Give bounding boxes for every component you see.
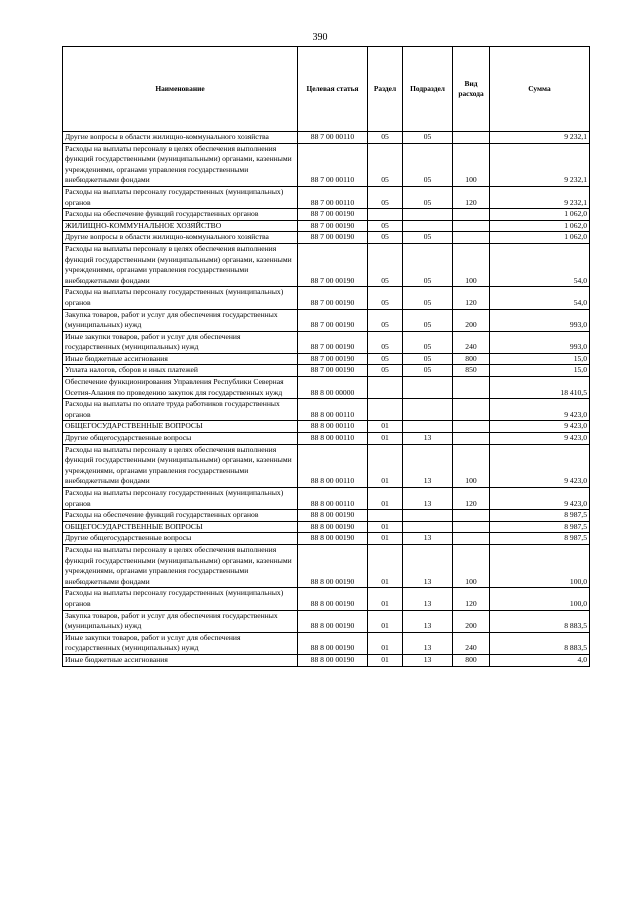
cell-expense-type bbox=[453, 220, 490, 232]
cell-name: Расходы на выплаты персоналу в целях обеспечения выполнения функций государственными (муниципальными) органами, казенными учреждениями, органами управления государственными внебюджетными фондами bbox=[63, 243, 298, 286]
cell-subsection: 05 bbox=[403, 186, 453, 208]
cell-target: 88 8 00 00000 bbox=[298, 377, 368, 399]
table-row bbox=[63, 132, 590, 144]
cell-target: 88 7 00 00190 bbox=[298, 287, 368, 309]
cell-amount: 1 062,0 bbox=[490, 232, 590, 244]
cell-target: 88 7 00 00190 bbox=[298, 353, 368, 365]
cell-name: Расходы на выплаты персоналу в целях обеспечения выполнения функций государственными (муниципальными) органами, казенными учреждениями, органами управления государственными внебюджетными фондами bbox=[63, 544, 298, 587]
cell-target: 88 8 00 00110 bbox=[298, 444, 368, 487]
table-row bbox=[63, 610, 590, 632]
header-amount: Сумма bbox=[490, 47, 590, 132]
cell-subsection bbox=[403, 510, 453, 522]
cell-target: 88 8 00 00110 bbox=[298, 433, 368, 445]
cell-name: Расходы на выплаты персоналу государственных (муниципальных) органов bbox=[63, 588, 298, 610]
table-row bbox=[63, 399, 590, 421]
cell-section bbox=[368, 510, 403, 522]
cell-subsection bbox=[403, 209, 453, 221]
header-expense-type: Вид расхода bbox=[453, 47, 490, 132]
table-row bbox=[63, 209, 590, 221]
cell-amount: 8 987,5 bbox=[490, 533, 590, 545]
cell-expense-type: 120 bbox=[453, 588, 490, 610]
table-row bbox=[63, 220, 590, 232]
cell-name: Иные закупки товаров, работ и услуг для обеспечения государственных (муниципальных) нужд bbox=[63, 632, 298, 654]
cell-expense-type bbox=[453, 232, 490, 244]
table-row bbox=[63, 143, 590, 186]
cell-section bbox=[368, 209, 403, 221]
cell-name: Иные закупки товаров, работ и услуг для обеспечения государственных (муниципальных) нужд bbox=[63, 331, 298, 353]
cell-subsection bbox=[403, 377, 453, 399]
cell-amount: 1 062,0 bbox=[490, 220, 590, 232]
cell-subsection: 05 bbox=[403, 365, 453, 377]
cell-amount: 100,0 bbox=[490, 544, 590, 587]
cell-section: 01 bbox=[368, 421, 403, 433]
cell-section: 01 bbox=[368, 632, 403, 654]
cell-subsection: 13 bbox=[403, 544, 453, 587]
cell-expense-type bbox=[453, 132, 490, 144]
cell-subsection: 05 bbox=[403, 132, 453, 144]
cell-name: Расходы на обеспечение функций государственных органов bbox=[63, 209, 298, 221]
table-row bbox=[63, 533, 590, 545]
cell-target: 88 8 00 00190 bbox=[298, 510, 368, 522]
cell-expense-type: 200 bbox=[453, 610, 490, 632]
cell-target: 88 8 00 00190 bbox=[298, 588, 368, 610]
table-row bbox=[63, 588, 590, 610]
cell-section: 05 bbox=[368, 365, 403, 377]
cell-name: Расходы на выплаты по оплате труда работников государственных органов bbox=[63, 399, 298, 421]
cell-expense-type: 240 bbox=[453, 331, 490, 353]
table-row bbox=[63, 331, 590, 353]
cell-subsection: 13 bbox=[403, 433, 453, 445]
cell-target: 88 8 00 00190 bbox=[298, 632, 368, 654]
cell-amount: 9 423,0 bbox=[490, 444, 590, 487]
cell-section: 01 bbox=[368, 433, 403, 445]
cell-amount: 15,0 bbox=[490, 365, 590, 377]
cell-expense-type: 800 bbox=[453, 353, 490, 365]
cell-expense-type bbox=[453, 433, 490, 445]
cell-target: 88 7 00 00110 bbox=[298, 132, 368, 144]
cell-target: 88 7 00 00110 bbox=[298, 186, 368, 208]
cell-expense-type: 200 bbox=[453, 309, 490, 331]
table-row bbox=[63, 510, 590, 522]
cell-name: ОБЩЕГОСУДАРСТВЕННЫЕ ВОПРОСЫ bbox=[63, 421, 298, 433]
table-row bbox=[63, 377, 590, 399]
cell-amount: 993,0 bbox=[490, 309, 590, 331]
cell-name: ОБЩЕГОСУДАРСТВЕННЫЕ ВОПРОСЫ bbox=[63, 521, 298, 533]
cell-name: Иные бюджетные ассигнования bbox=[63, 353, 298, 365]
cell-section: 01 bbox=[368, 610, 403, 632]
header-subsection: Подраздел bbox=[403, 47, 453, 132]
cell-expense-type bbox=[453, 521, 490, 533]
cell-amount: 18 410,5 bbox=[490, 377, 590, 399]
cell-name: Расходы на выплаты персоналу в целях обеспечения выполнения функций государственными (муниципальными) органами, казенными учреждениями, органами управления государственными внебюджетными фондами bbox=[63, 444, 298, 487]
cell-name: Другие общегосударственные вопросы bbox=[63, 433, 298, 445]
cell-subsection bbox=[403, 421, 453, 433]
cell-subsection bbox=[403, 521, 453, 533]
table-row bbox=[63, 243, 590, 286]
table-row bbox=[63, 287, 590, 309]
table-row bbox=[63, 544, 590, 587]
cell-expense-type: 120 bbox=[453, 186, 490, 208]
cell-target: 88 7 00 00110 bbox=[298, 143, 368, 186]
cell-name: Уплата налогов, сборов и иных платежей bbox=[63, 365, 298, 377]
cell-amount: 8 883,5 bbox=[490, 610, 590, 632]
cell-expense-type: 100 bbox=[453, 444, 490, 487]
table-row bbox=[63, 433, 590, 445]
table-header-row bbox=[63, 47, 590, 132]
cell-amount: 9 232,1 bbox=[490, 186, 590, 208]
cell-section bbox=[368, 399, 403, 421]
cell-subsection: 05 bbox=[403, 232, 453, 244]
cell-name: Закупка товаров, работ и услуг для обеспечения государственных (муниципальных) нужд bbox=[63, 610, 298, 632]
cell-subsection: 13 bbox=[403, 588, 453, 610]
cell-name: Закупка товаров, работ и услуг для обеспечения государственных (муниципальных) нужд bbox=[63, 309, 298, 331]
header-section: Раздел bbox=[368, 47, 403, 132]
cell-amount: 15,0 bbox=[490, 353, 590, 365]
cell-expense-type: 120 bbox=[453, 488, 490, 510]
cell-amount: 4,0 bbox=[490, 654, 590, 666]
page-number: 390 bbox=[312, 32, 328, 43]
cell-subsection bbox=[403, 399, 453, 421]
cell-amount: 9 232,1 bbox=[490, 132, 590, 144]
cell-subsection: 13 bbox=[403, 610, 453, 632]
cell-target: 88 7 00 00190 bbox=[298, 232, 368, 244]
cell-expense-type bbox=[453, 533, 490, 545]
cell-section: 05 bbox=[368, 143, 403, 186]
cell-section: 05 bbox=[368, 287, 403, 309]
cell-amount: 993,0 bbox=[490, 331, 590, 353]
cell-target: 88 7 00 00190 bbox=[298, 243, 368, 286]
cell-expense-type bbox=[453, 209, 490, 221]
cell-expense-type: 100 bbox=[453, 544, 490, 587]
cell-section: 05 bbox=[368, 309, 403, 331]
cell-amount: 8 883,5 bbox=[490, 632, 590, 654]
cell-expense-type: 800 bbox=[453, 654, 490, 666]
cell-expense-type bbox=[453, 421, 490, 433]
cell-name: Расходы на выплаты персоналу государственных (муниципальных) органов bbox=[63, 186, 298, 208]
cell-name: Другие вопросы в области жилищно-коммунального хозяйства bbox=[63, 232, 298, 244]
table-body bbox=[63, 132, 590, 667]
cell-name: Расходы на обеспечение функций государственных органов bbox=[63, 510, 298, 522]
table-row bbox=[63, 365, 590, 377]
cell-subsection: 13 bbox=[403, 533, 453, 545]
cell-section: 01 bbox=[368, 521, 403, 533]
cell-amount: 9 423,0 bbox=[490, 421, 590, 433]
cell-section: 01 bbox=[368, 444, 403, 487]
cell-name: Иные бюджетные ассигнования bbox=[63, 654, 298, 666]
cell-section: 05 bbox=[368, 132, 403, 144]
cell-section: 01 bbox=[368, 544, 403, 587]
table-row bbox=[63, 654, 590, 666]
cell-expense-type: 240 bbox=[453, 632, 490, 654]
table-row bbox=[63, 488, 590, 510]
cell-section: 05 bbox=[368, 186, 403, 208]
cell-expense-type bbox=[453, 510, 490, 522]
cell-section: 01 bbox=[368, 654, 403, 666]
cell-amount: 54,0 bbox=[490, 243, 590, 286]
cell-section: 05 bbox=[368, 232, 403, 244]
cell-target: 88 8 00 00190 bbox=[298, 533, 368, 545]
cell-subsection: 05 bbox=[403, 353, 453, 365]
cell-target: 88 7 00 00190 bbox=[298, 365, 368, 377]
cell-name: Расходы на выплаты персоналу в целях обеспечения выполнения функций государственными (муниципальными) органами, казенными учреждениями, органами управления государственными внебюджетными фондами bbox=[63, 143, 298, 186]
cell-amount: 9 423,0 bbox=[490, 399, 590, 421]
cell-subsection: 13 bbox=[403, 632, 453, 654]
cell-expense-type: 100 bbox=[453, 243, 490, 286]
cell-subsection: 13 bbox=[403, 654, 453, 666]
cell-amount: 9 423,0 bbox=[490, 433, 590, 445]
cell-amount: 9 423,0 bbox=[490, 488, 590, 510]
cell-section: 01 bbox=[368, 488, 403, 510]
table-row bbox=[63, 521, 590, 533]
cell-target: 88 8 00 00190 bbox=[298, 521, 368, 533]
cell-section: 05 bbox=[368, 353, 403, 365]
cell-target: 88 8 00 00110 bbox=[298, 488, 368, 510]
cell-amount: 54,0 bbox=[490, 287, 590, 309]
cell-amount: 8 987,5 bbox=[490, 510, 590, 522]
cell-subsection: 05 bbox=[403, 143, 453, 186]
cell-amount: 100,0 bbox=[490, 588, 590, 610]
cell-section: 05 bbox=[368, 220, 403, 232]
cell-subsection bbox=[403, 220, 453, 232]
cell-target: 88 8 00 00190 bbox=[298, 544, 368, 587]
table-row bbox=[63, 444, 590, 487]
budget-table bbox=[62, 46, 590, 667]
cell-subsection: 05 bbox=[403, 287, 453, 309]
table-row bbox=[63, 232, 590, 244]
table-row bbox=[63, 421, 590, 433]
cell-expense-type: 850 bbox=[453, 365, 490, 377]
cell-expense-type bbox=[453, 377, 490, 399]
cell-name: Расходы на выплаты персоналу государственных (муниципальных) органов bbox=[63, 488, 298, 510]
cell-subsection: 05 bbox=[403, 331, 453, 353]
cell-section: 01 bbox=[368, 533, 403, 545]
cell-name: Расходы на выплаты персоналу государственных (муниципальных) органов bbox=[63, 287, 298, 309]
cell-subsection: 13 bbox=[403, 488, 453, 510]
cell-expense-type: 120 bbox=[453, 287, 490, 309]
cell-target: 88 8 00 00190 bbox=[298, 610, 368, 632]
cell-target: 88 7 00 00190 bbox=[298, 309, 368, 331]
cell-section: 01 bbox=[368, 588, 403, 610]
table-row bbox=[63, 353, 590, 365]
cell-target: 88 7 00 00190 bbox=[298, 331, 368, 353]
cell-target: 88 8 00 00110 bbox=[298, 399, 368, 421]
cell-section: 05 bbox=[368, 331, 403, 353]
cell-name: ЖИЛИЩНО-КОММУНАЛЬНОЕ ХОЗЯЙСТВО bbox=[63, 220, 298, 232]
cell-section: 05 bbox=[368, 243, 403, 286]
cell-expense-type: 100 bbox=[453, 143, 490, 186]
cell-amount: 1 062,0 bbox=[490, 209, 590, 221]
cell-amount: 8 987,5 bbox=[490, 521, 590, 533]
cell-amount: 9 232,1 bbox=[490, 143, 590, 186]
cell-subsection: 13 bbox=[403, 444, 453, 487]
cell-subsection: 05 bbox=[403, 243, 453, 286]
table-row bbox=[63, 632, 590, 654]
table-row bbox=[63, 186, 590, 208]
cell-target: 88 8 00 00110 bbox=[298, 421, 368, 433]
table-row bbox=[63, 309, 590, 331]
header-target: Целевая статья bbox=[298, 47, 368, 132]
cell-expense-type bbox=[453, 399, 490, 421]
cell-target: 88 8 00 00190 bbox=[298, 654, 368, 666]
cell-name: Другие вопросы в области жилищно-коммунального хозяйства bbox=[63, 132, 298, 144]
cell-section bbox=[368, 377, 403, 399]
header-name: Наименование bbox=[63, 47, 298, 132]
cell-name: Обеспечение функционирования Управления Республики Северная Осетия-Алания по проведению закупок для государственных нужд bbox=[63, 377, 298, 399]
cell-subsection: 05 bbox=[403, 309, 453, 331]
cell-target: 88 7 00 00190 bbox=[298, 209, 368, 221]
cell-target: 88 7 00 00190 bbox=[298, 220, 368, 232]
cell-name: Другие общегосударственные вопросы bbox=[63, 533, 298, 545]
